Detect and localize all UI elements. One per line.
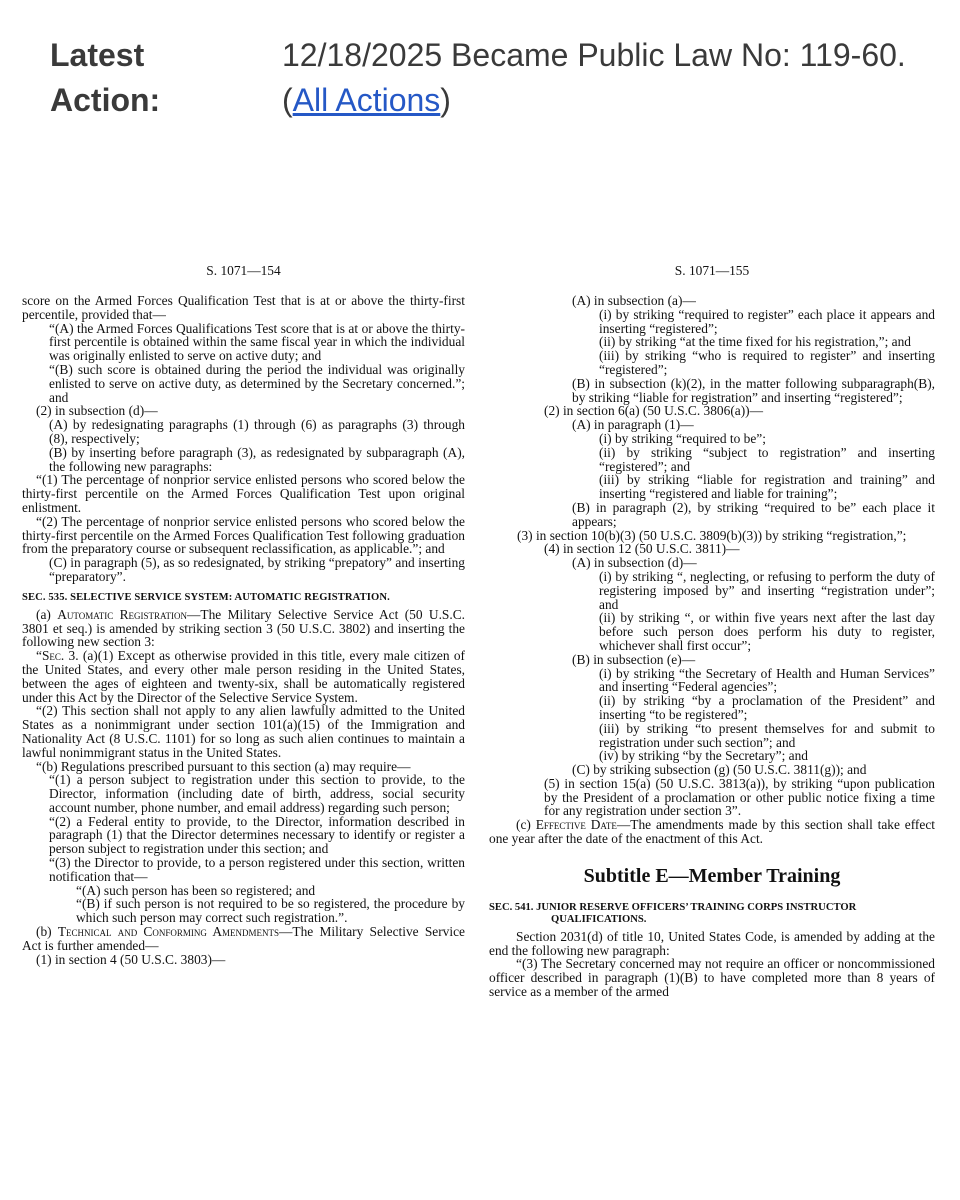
subsection-marker: (b) bbox=[36, 924, 58, 940]
left-page-column bbox=[22, 264, 465, 966]
paragraph: “(3) the Director to provide, to a person registered under this section, written notification that— bbox=[49, 855, 465, 884]
paragraph: (iii) by striking “to present themselves for and submit to registration under such section”; and bbox=[599, 720, 935, 750]
subsection-marker: (a) bbox=[36, 606, 58, 622]
paragraph: (5) in section 15(a) (50 U.S.C. 3813(a)), by striking “upon publication by the President of a proclamation or other public notice fixing a time for any registration under section 3”. bbox=[544, 775, 935, 819]
paragraph: “(3) The Secretary concerned may not require an officer or noncommissioned officer described in paragraph (1)(B) to have completed more than 8 years of service as a member of the armed bbox=[489, 956, 935, 1000]
paragraph: (ii) by striking “, or within five years next after the last day before such person does perform his duty to register, whichever shall first occur”; bbox=[599, 610, 935, 653]
paragraph-text: —The Military Selective Service Act is further amended— bbox=[22, 924, 465, 953]
subsection-heading: Technical and Conforming Amendments bbox=[57, 924, 280, 940]
paragraph: (i) by striking “the Secretary of Health and Human Services” and inserting “Federal agencies”; bbox=[599, 665, 935, 695]
paragraph: “(A) such person has been so registered; and bbox=[76, 882, 316, 898]
paragraph: (B) in subsection (e)— bbox=[572, 651, 696, 667]
open-quote: “ bbox=[36, 648, 42, 664]
page-folio-right: S. 1071—155 bbox=[674, 263, 750, 278]
paragraph bbox=[22, 649, 465, 704]
paragraph: (A) in subsection (d)— bbox=[572, 555, 697, 571]
all-actions-link[interactable]: All Actions bbox=[292, 82, 441, 118]
paragraph: (i) by striking “, neglecting, or refusing to perform the duty of registering imposed by” and inserting “registration under”; and bbox=[599, 568, 935, 612]
paragraph: (1) in section 4 (50 U.S.C. 3803)— bbox=[36, 951, 226, 967]
paragraph-text: 3. (a)(1) Except as otherwise provided in this title, every male citizen of the United States, and every other male person residing in the United States, between the ages of eighteen and twenty-six, shall be automatically registered under this Act by the Director of the Selective Service System. bbox=[22, 648, 465, 705]
section-heading-541: SEC. 541. JUNIOR RESERVE OFFICERS’ TRAINING CORPS INSTRUCTOR QUALIFICATIONS. bbox=[489, 901, 857, 925]
latest-action-value bbox=[282, 33, 922, 123]
paragraph: (C) by striking subsection (g) (50 U.S.C. 3811(g)); and bbox=[572, 762, 867, 778]
paragraph: “(2) a Federal entity to provide, to the Director, information described in paragraph (1) that the Director determines necessary to identify or register a person subject to registration under this section; and bbox=[49, 813, 465, 857]
paragraph: (ii) by striking “subject to registration” and inserting “registered”; and bbox=[599, 444, 935, 474]
subtitle-heading: Subtitle E—Member Training bbox=[583, 864, 841, 887]
page-folio-left: S. 1071—154 bbox=[206, 263, 281, 278]
paragraph: (B) in subsection (k)(2), in the matter following subparagraph(B), by striking “liable for registration” and inserting “registered”; bbox=[572, 375, 935, 405]
paragraph-text: —The amendments made by this section shall take effect one year after the date of the enactment of this Act. bbox=[489, 817, 935, 847]
subsection-heading: Automatic Registration bbox=[57, 606, 188, 622]
paragraph: “(B) if such person is not required to be so registered, the procedure by which such person may correct such registration.”. bbox=[76, 896, 465, 926]
paragraph: “(1) The percentage of nonprior service enlisted persons who scored below the thirty-first percentile on the Armed Forces Qualification Test upon original enlistment. bbox=[22, 472, 465, 515]
paragraph bbox=[22, 608, 465, 649]
paragraph: (iv) by striking “by the Secretary”; and bbox=[599, 748, 808, 764]
paragraph: (3) in section 10(b)(3) (50 U.S.C. 3809(b)(3)) by striking “registration,”; bbox=[517, 527, 907, 543]
paragraph: (ii) by striking “by a proclamation of the President” and inserting “to be registered”; bbox=[599, 693, 935, 722]
latest-action-text: 12/18/2025 Became Public Law No: 119-60. ( bbox=[282, 37, 906, 118]
paragraph: (i) by striking “required to be”; bbox=[599, 430, 766, 446]
paragraph: “(b) Regulations prescribed pursuant to this section (a) may require— bbox=[36, 758, 411, 774]
paragraph: (iii) by striking “who is required to register” and inserting “registered”; bbox=[599, 348, 935, 377]
paragraph bbox=[489, 818, 935, 846]
paragraph-text: —The Military Selective Service Act (50 U.S.C. 3801 et seq.) is amended by striking section 3 (50 U.S.C. 3802) and inserting the following new section 3: bbox=[22, 606, 465, 650]
section-heading-535: SEC. 535. SELECTIVE SERVICE SYSTEM: AUTOMATIC REGISTRATION. bbox=[22, 591, 390, 603]
section-label: Sec. bbox=[41, 648, 65, 664]
paragraph: (iii) by striking “liable for registration and training” and inserting “registered and liable for training”; bbox=[599, 472, 935, 502]
paragraph: (A) in subsection (a)— bbox=[572, 293, 696, 308]
paragraph: Section 2031(d) of title 10, United States Code, is amended by adding at the end the following new paragraph: bbox=[489, 928, 935, 958]
paragraph: (C) in paragraph (5), as so redesignated, by striking “prepatory” and inserting “preparatory”. bbox=[49, 555, 465, 584]
paragraph: “(2) This section shall not apply to any alien lawfully admitted to the United States as a nonimmigrant under section 101(a)(15) of the Immigration and Nationality Act (8 U.S.C. 1101) for so long as such alien continues to maintain a lawful nonimmigrant status in the United States. bbox=[22, 703, 465, 760]
latest-action-label: Latest Action: bbox=[50, 37, 161, 118]
paragraph: score on the Armed Forces Qualification Test that is at or above the thirty-first percentile, provided that— bbox=[22, 293, 465, 322]
paragraph: (A) by redesignating paragraphs (1) through (6) as paragraphs (3) through (8), respectively; bbox=[49, 417, 465, 446]
paragraph: (ii) by striking “at the time fixed for his registration,”; and bbox=[599, 334, 911, 350]
paragraph: “(A) the Armed Forces Qualifications Test score that is at or above the thirty-first percentile is obtained within the same fiscal year in which the individual was originally enlisted to serve on active duty; and bbox=[49, 320, 465, 364]
paragraph: (i) by striking “required to register” each place it appears and inserting “registered”; bbox=[599, 306, 935, 336]
subsection-marker: (c) bbox=[516, 817, 536, 833]
right-page-column bbox=[489, 264, 935, 999]
paragraph: (2) in section 6(a) (50 U.S.C. 3806(a))— bbox=[544, 403, 764, 419]
subsection-heading: Effective Date bbox=[535, 817, 617, 833]
paragraph: (B) by inserting before paragraph (3), as redesignated by subparagraph (A), the following new paragraphs: bbox=[49, 444, 465, 474]
paragraph: (B) in paragraph (2), by striking “required to be” each place it appears; bbox=[572, 499, 935, 529]
paragraph: (A) in paragraph (1)— bbox=[572, 417, 694, 433]
paragraph: (2) in subsection (d)— bbox=[36, 403, 158, 419]
paragraph bbox=[22, 925, 465, 953]
latest-action-close-paren: ) bbox=[440, 82, 451, 118]
paragraph: “(2) The percentage of nonprior service enlisted persons who scored below the thirty-first percentile on the Armed Forces Qualification Test following graduation from the preparatory course or subsequent reclassification, as applicable.”; and bbox=[22, 513, 465, 557]
paragraph: (4) in section 12 (50 U.S.C. 3811)— bbox=[544, 541, 740, 557]
paragraph: “(1) a person subject to registration under this section to provide, to the Director, information (including date of birth, address, social security account number, phone number, and email address) regarding such person; bbox=[49, 772, 465, 815]
paragraph: “(B) such score is obtained during the period the individual was originally enlisted to serve on active duty, as determined by the Secretary concerned.”; and bbox=[49, 361, 465, 405]
